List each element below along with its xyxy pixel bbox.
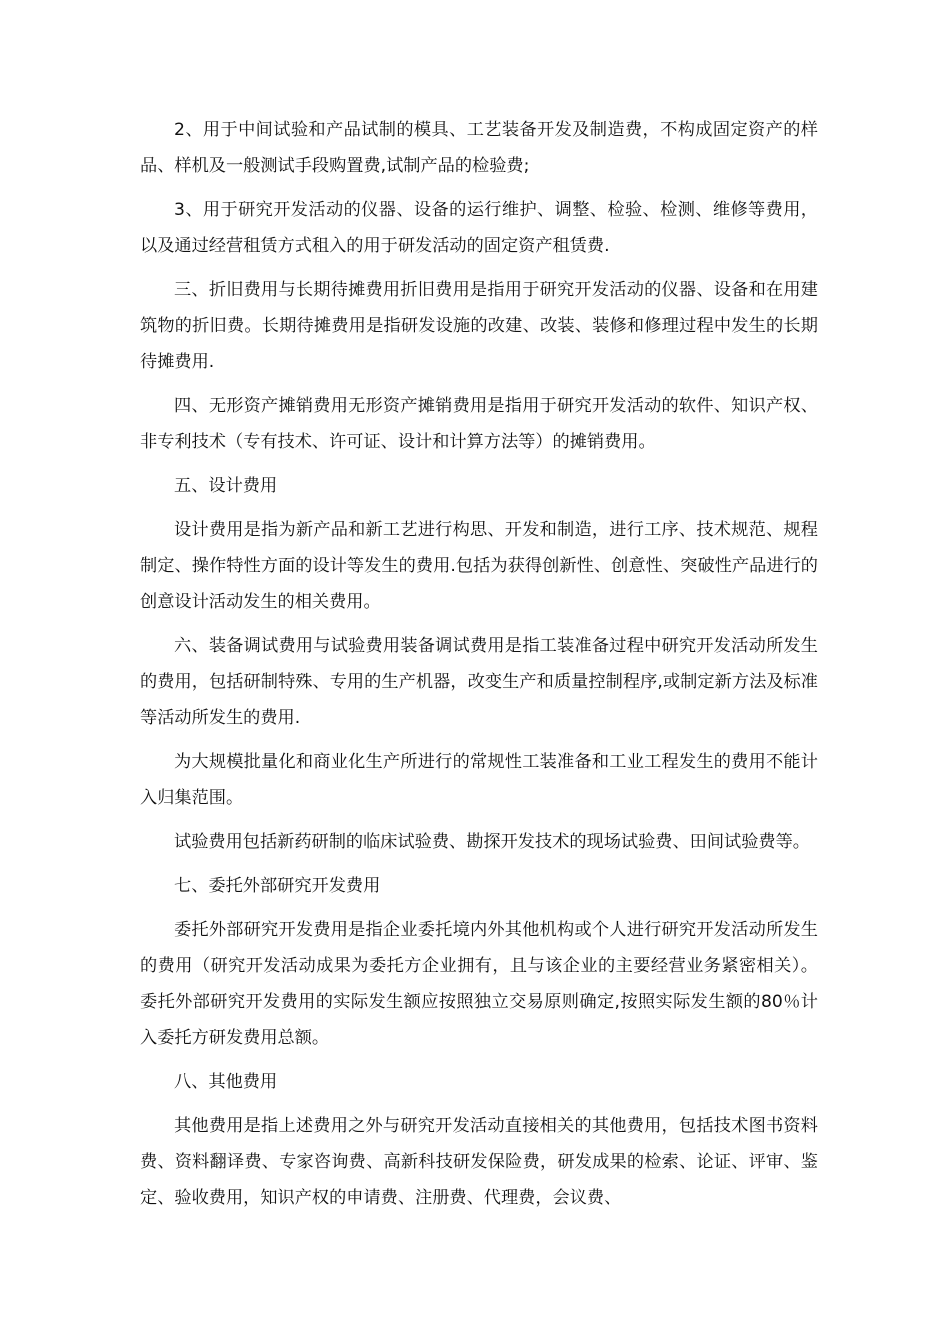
document-page [140,112,818,1224]
paragraph-other-costs: 其他费用是指上述费用之外与研究开发活动直接相关的其他费用，包括技术图书资料费、资料翻译费、专家咨询费、高新科技研发保险费，研发成果的检索、论证、评审、鉴定、验收费用，知识产权的申请费、注册费、代理费，会议费、 [140,1116,818,1208]
paragraph-equipment-debugging: 六、装备调试费用与试验费用装备调试费用是指工装准备过程中研究开发活动所发生的费用，包括研制特殊、专用的生产机器，改变生产和质量控制程序,或制定新方法及标准等活动所发生的费用. [140,636,818,728]
paragraph-trial-costs: 试验费用包括新药研制的临床试验费、勘探开发技术的现场试验费、田间试验费等。 [174,832,810,852]
paragraph-item-3: 3、用于研究开发活动的仪器、设备的运行维护、调整、检验、检测、维修等费用，以及通过经营租赁方式租入的用于研发活动的固定资产租赁费. [140,200,818,256]
paragraph-intangible-amortization: 四、无形资产摊销费用无形资产摊销费用是指用于研究开发活动的软件、知识产权、非专利技术（专有技术、许可证、设计和计算方法等）的摊销费用。 [140,396,818,452]
paragraph-item-2: 2、用于中间试验和产品试制的模具、工艺装备开发及制造费，不构成固定资产的样品、样机及一般测试手段购置费,试制产品的检验费; [140,120,818,176]
paragraph-depreciation: 三、折旧费用与长期待摊费用折旧费用是指用于研究开发活动的仪器、设备和在用建筑物的折旧费。长期待摊费用是指研发设施的改建、改装、装修和修理过程中发生的长期待摊费用. [140,280,818,372]
paragraph-outsourced-rd: 委托外部研究开发费用是指企业委托境内外其他机构或个人进行研究开发活动所发生的费用（研究开发活动成果为委托方企业拥有，且与该企业的主要经营业务紧密相关）。委托外部研究开发费用的实际发生额应按照独立交易原则确定,按照实际发生额的80％计入委托方研发费用总额。 [140,920,818,1048]
heading-design-costs: 五、设计费用 [174,476,278,496]
paragraph-mass-production-exclusion: 为大规模批量化和商业化生产所进行的常规性工装准备和工业工程发生的费用不能计入归集范围。 [140,752,818,808]
paragraph-design-costs: 设计费用是指为新产品和新工艺进行构思、开发和制造，进行工序、技术规范、规程制定、操作特性方面的设计等发生的费用.包括为获得创新性、创意性、突破性产品进行的创意设计活动发生的相关费用。 [140,520,818,612]
heading-other-costs: 八、其他费用 [174,1072,278,1092]
heading-outsourced-rd: 七、委托外部研究开发费用 [174,876,381,896]
